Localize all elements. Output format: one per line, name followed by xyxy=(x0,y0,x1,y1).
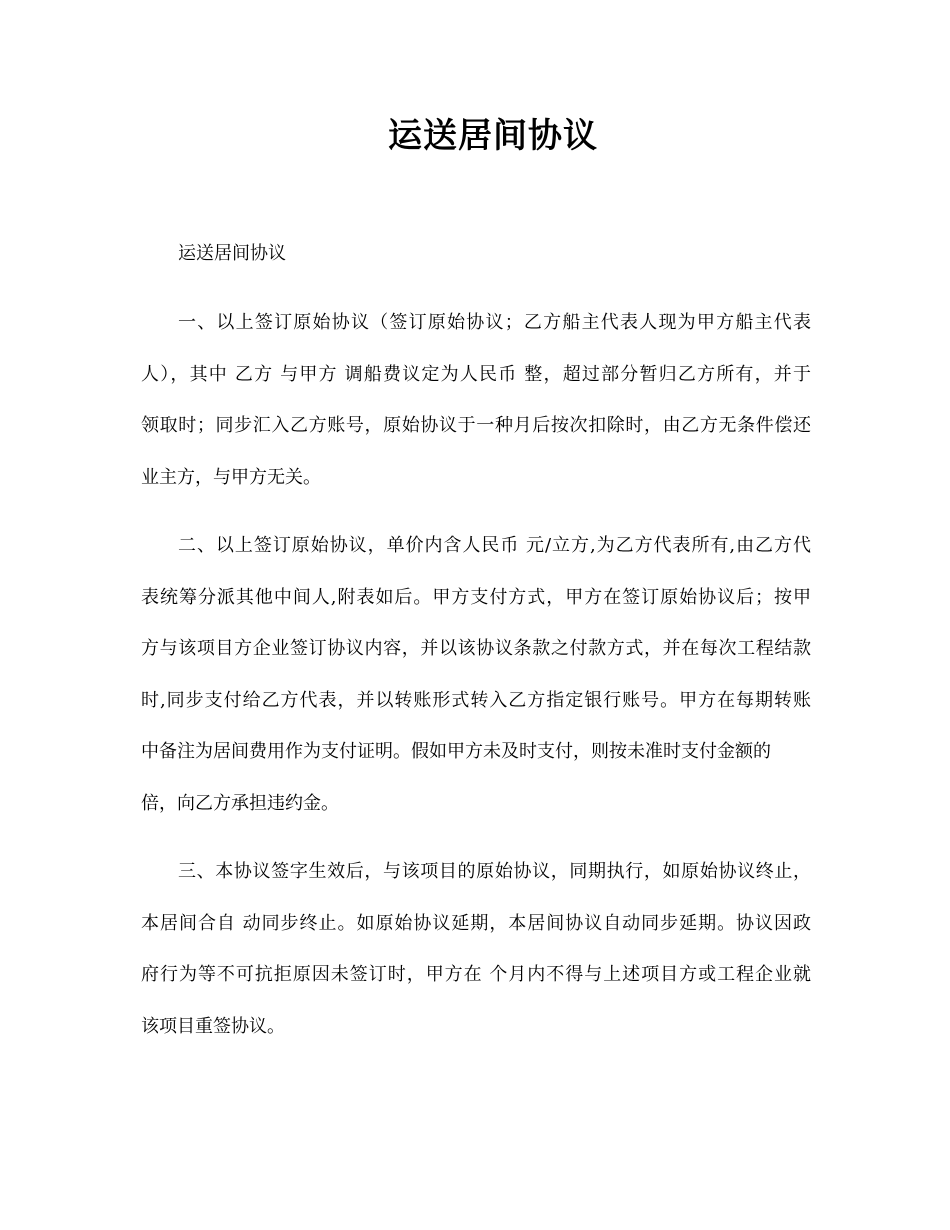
document-title: 运送居间协议 xyxy=(388,116,598,156)
paragraph-line: 表统筹分派其他中间人,附表如后。甲方支付方式，甲方在签订原始协议后；按甲 xyxy=(141,586,811,608)
paragraph-line: 业主方，与甲方无关。 xyxy=(141,466,321,488)
paragraph-line: 时,同步支付给乙方代表，并以转账形式转入乙方指定银行账号。甲方在每期转账 xyxy=(141,689,811,711)
paragraph-line: 府行为等不可抗拒原因未签订时，甲方在 个月内不得与上述项目方或工程企业就 xyxy=(141,964,811,985)
paragraph-line: 三、本协议签字生效后，与该项目的原始协议，同期执行，如原始协议终止， xyxy=(178,861,811,882)
paragraph-line: 中备注为居间费用作为支付证明。假如甲方未及时支付，则按未准时支付金额的 xyxy=(141,741,771,762)
paragraph-line: 二、以上签订原始协议，单价内含人民币 元/立方,为乙方代表所有,由乙方代 xyxy=(178,535,811,556)
paragraph-2 xyxy=(141,520,811,829)
paragraph-line: 该项目重签协议。 xyxy=(141,1015,285,1037)
paragraph-line: 一、以上签订原始协议（签订原始协议；乙方船主代表人现为甲方船主代表 xyxy=(178,312,811,333)
paragraph-line: 方与该项目方企业签订协议内容，并以该协议条款之付款方式，并在每次工程结款 xyxy=(141,638,811,659)
paragraph-line: 本居间合自 动同步终止。如原始协议延期，本居间协议自动同步延期。协议因政 xyxy=(141,912,811,934)
document-subtitle: 运送居间协议 xyxy=(178,243,286,264)
paragraph-line: 人），其中 乙方 与甲方 调船费议定为人民币 整，超过部分暂归乙方所有，并于 xyxy=(141,363,811,385)
paragraph-3 xyxy=(141,846,811,1052)
paragraph-1 xyxy=(141,297,811,503)
paragraph-line: 领取时；同步汇入乙方账号，原始协议于一种月后按次扣除时，由乙方无条件偿还 xyxy=(141,415,811,436)
paragraph-line: 倍，向乙方承担违约金。 xyxy=(141,792,339,814)
